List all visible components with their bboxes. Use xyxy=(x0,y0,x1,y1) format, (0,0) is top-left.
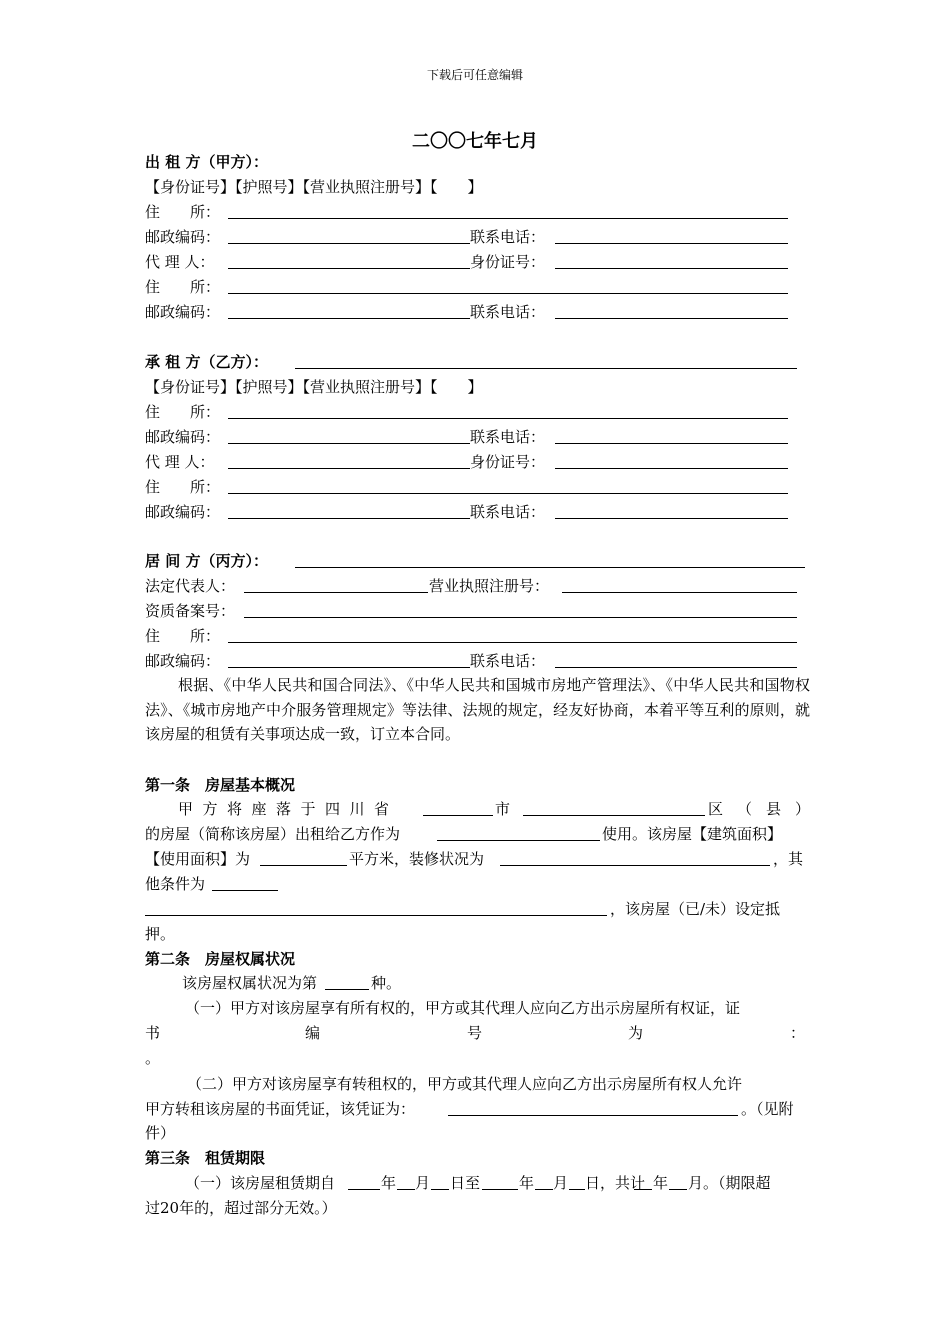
broker-license-label: 营业执照注册号： xyxy=(429,577,550,595)
start-month-label: 月 xyxy=(415,1174,431,1192)
cert-char-2: 编 xyxy=(305,1024,321,1042)
broker-title: 居 间 方（丙方）： xyxy=(145,552,268,570)
broker-license-blank[interactable] xyxy=(562,574,797,593)
cert-char-5: ： xyxy=(790,1024,806,1042)
broker-qualification-label: 资质备案号： xyxy=(145,602,236,620)
article1-line6 xyxy=(145,922,810,946)
lessee-id-types-line xyxy=(145,375,810,399)
end-year-blank[interactable] xyxy=(482,1171,518,1190)
lessee-id-types: 【身份证号】【护照号】【营业执照注册号】【 】 xyxy=(145,378,483,396)
city-blank[interactable] xyxy=(423,797,493,816)
article2-item2-line1 xyxy=(145,1072,810,1096)
article3-limit-text: 过20年的，超过部分无效。） xyxy=(145,1199,337,1217)
article1-use-text: 的房屋（简称该房屋）出租给乙方作为 xyxy=(145,825,401,843)
lessor-postcode-blank[interactable] xyxy=(228,225,470,244)
lessor-postcode-label: 邮政编码： xyxy=(145,228,221,246)
other-conditions-blank-2[interactable] xyxy=(145,897,607,916)
article1-city-label: 市 xyxy=(495,800,511,818)
broker-legal-rep-line xyxy=(145,574,810,598)
lessee-agent-phone-label: 联系电话： xyxy=(470,503,546,521)
lessor-phone-label: 联系电话： xyxy=(470,228,546,246)
article3-end-text: 月。（期限超 xyxy=(688,1174,771,1192)
lessee-phone-blank[interactable] xyxy=(555,425,788,444)
lessor-agent-address-blank[interactable] xyxy=(228,275,788,294)
article3-start-text: （一）该房屋租赁期自 xyxy=(185,1174,336,1192)
broker-postcode-line xyxy=(145,649,810,673)
start-day-label: 日至 xyxy=(450,1174,481,1192)
start-day-blank[interactable] xyxy=(431,1171,449,1190)
article2-item2-a: （二）甲方对该房屋享有转租权的，甲方或其代理人应向乙方出示房屋所有权人允许 xyxy=(187,1075,743,1093)
lessee-agent-postcode-line xyxy=(145,500,810,524)
article1-line1 xyxy=(145,797,825,821)
lessor-title: 出 租 方（甲方）： xyxy=(145,153,268,171)
article2-item2-d: 件） xyxy=(145,1124,176,1142)
article1-area-type-text: 使用。该房屋【建筑面积】 xyxy=(602,825,783,843)
cert-char-4: 为 xyxy=(628,1024,644,1042)
lessee-agent-address-line xyxy=(145,475,810,499)
lessor-agent-postcode-blank[interactable] xyxy=(228,300,470,319)
lessee-idcard-label: 身份证号： xyxy=(470,453,546,471)
article1-location-text: 甲方将座落于四川省 xyxy=(178,800,399,818)
article1-other-text: 他条件为 xyxy=(145,875,206,893)
lessee-name-blank[interactable] xyxy=(295,350,797,369)
lessee-address-line xyxy=(145,400,810,424)
ownership-type-blank[interactable] xyxy=(325,971,369,990)
lessor-agent-postcode-line xyxy=(145,300,810,324)
broker-address-label: 住 所： xyxy=(145,627,221,645)
article1-other-prefix: ，其 xyxy=(773,850,804,868)
cert-char-1: 书 xyxy=(145,1024,161,1042)
broker-name-blank[interactable] xyxy=(295,549,805,568)
article2-title-line xyxy=(145,947,810,971)
lessee-title: 承 租 方（乙方）： xyxy=(145,353,268,371)
lessor-address-label: 住 所： xyxy=(145,203,221,221)
article2-item2-line3 xyxy=(145,1121,810,1145)
article3-line2 xyxy=(145,1196,810,1220)
lessor-agent-address-line xyxy=(145,275,810,299)
end-month-label: 月 xyxy=(553,1174,569,1192)
lessor-title-line xyxy=(145,150,810,174)
article2-item1-line xyxy=(145,996,810,1020)
article2-item2-b: 甲方转租该房屋的书面凭证，该凭证为： xyxy=(145,1100,416,1118)
lessee-agent-postcode-label: 邮政编码： xyxy=(145,503,221,521)
lessee-phone-label: 联系电话： xyxy=(470,428,546,446)
district-blank[interactable] xyxy=(523,797,705,816)
lessee-postcode-blank[interactable] xyxy=(228,425,470,444)
lessee-agent-address-blank[interactable] xyxy=(228,475,788,494)
article3-title: 第三条 租赁期限 xyxy=(145,1149,266,1167)
article2-item2-line2 xyxy=(145,1097,810,1121)
lessee-idcard-blank[interactable] xyxy=(555,450,788,469)
lessor-agent-postcode-label: 邮政编码： xyxy=(145,303,221,321)
lessor-postcode-line xyxy=(145,225,810,249)
lessee-title-line xyxy=(145,350,810,374)
article1-mortgage-text: ，该房屋（已/未）设定抵 xyxy=(610,900,781,918)
article2-cert-end-line xyxy=(145,1046,810,1070)
lessor-agent-phone-blank[interactable] xyxy=(555,300,788,319)
broker-postcode-label: 邮政编码： xyxy=(145,652,221,670)
broker-phone-label: 联系电话： xyxy=(470,652,546,670)
end-day-label: 日，共计 xyxy=(585,1174,646,1192)
broker-postcode-blank[interactable] xyxy=(228,649,470,668)
cert-end: 。 xyxy=(145,1049,161,1067)
area-blank[interactable] xyxy=(260,847,347,866)
article2-status-end: 种。 xyxy=(371,974,402,992)
lessor-agent-blank[interactable] xyxy=(228,250,470,269)
lessee-agent-blank[interactable] xyxy=(228,450,470,469)
broker-legal-rep-label: 法定代表人： xyxy=(145,577,236,595)
decoration-blank[interactable] xyxy=(500,847,770,866)
lessor-phone-blank[interactable] xyxy=(555,225,788,244)
sublease-proof-blank[interactable] xyxy=(448,1097,738,1116)
broker-address-line xyxy=(145,624,810,648)
lessee-agent-postcode-blank[interactable] xyxy=(228,500,470,519)
broker-legal-rep-blank[interactable] xyxy=(244,574,428,593)
lessor-idcard-label: 身份证号： xyxy=(470,253,546,271)
lessee-agent-address-label: 住 所： xyxy=(145,478,221,496)
end-day-blank[interactable] xyxy=(569,1171,585,1190)
article1-title: 第一条 房屋基本概况 xyxy=(145,776,296,794)
article2-line1 xyxy=(145,971,810,995)
contract-date: 二〇〇七年七月 xyxy=(412,131,538,152)
lessor-idcard-blank[interactable] xyxy=(555,250,788,269)
article1-line2 xyxy=(145,822,810,846)
article1-title-line xyxy=(145,773,810,797)
lessee-address-label: 住 所： xyxy=(145,403,221,421)
lessor-address-blank[interactable] xyxy=(228,200,788,219)
lessor-id-types: 【身份证号】【护照号】【营业执照注册号】【 】 xyxy=(145,178,483,196)
article1-line5 xyxy=(145,897,810,921)
total-year-blank[interactable] xyxy=(634,1171,652,1190)
end-year-label: 年 xyxy=(519,1174,535,1192)
cert-char-3: 号 xyxy=(467,1024,483,1042)
broker-qualification-blank[interactable] xyxy=(244,599,797,618)
use-blank[interactable] xyxy=(437,822,600,841)
article2-item1: （一）甲方对该房屋享有所有权的，甲方或其代理人应向乙方出示房屋所有权证，证 xyxy=(185,999,741,1017)
lessor-address-line xyxy=(145,200,810,224)
article1-line3 xyxy=(145,847,810,871)
lessee-agent-label: 代 理 人： xyxy=(145,453,215,471)
article2-title: 第二条 房屋权属状况 xyxy=(145,950,296,968)
preamble: 根据、《中华人民共和国合同法》、《中华人民共和国城市房地产管理法》、《中华人民共和国物权法》、《城市房地产中介服务管理规定》等法律、法规的规定，经友好协商，本着平等互利的原则，就该房屋的租赁有关事项达成一致，订立本合同。 xyxy=(145,676,810,743)
start-year-label: 年 xyxy=(381,1174,397,1192)
other-conditions-blank[interactable] xyxy=(212,872,278,891)
article2-item2-c: 。（见附 xyxy=(741,1100,794,1118)
lessee-address-blank[interactable] xyxy=(228,400,788,419)
start-month-blank[interactable] xyxy=(397,1171,415,1190)
lessee-agent-line xyxy=(145,450,810,474)
total-year-label: 年 xyxy=(653,1174,669,1192)
article2-status-text: 该房屋权属状况为第 xyxy=(182,974,318,992)
article1-decoration-text: 平方米，装修状况为 xyxy=(349,850,485,868)
broker-phone-blank[interactable] xyxy=(555,649,797,668)
broker-address-blank[interactable] xyxy=(228,624,797,643)
lessee-agent-phone-blank[interactable] xyxy=(555,500,788,519)
article1-area-text: 【使用面积】为 xyxy=(145,850,251,868)
lessor-agent-line xyxy=(145,250,810,274)
article1-mortgage-end: 押。 xyxy=(145,925,176,943)
article1-line4 xyxy=(145,872,810,896)
total-month-blank[interactable] xyxy=(669,1171,687,1190)
lessor-agent-phone-label: 联系电话： xyxy=(470,303,546,321)
lessor-id-types-line xyxy=(145,175,810,199)
lessor-agent-label: 代 理 人： xyxy=(145,253,215,271)
lessee-postcode-label: 邮政编码： xyxy=(145,428,221,446)
page-header: 下载后可任意编辑 xyxy=(426,68,523,82)
broker-title-line xyxy=(145,549,810,573)
broker-qualification-line xyxy=(145,599,810,623)
lessee-postcode-line xyxy=(145,425,810,449)
article3-line1 xyxy=(145,1171,810,1195)
lessor-agent-address-label: 住 所： xyxy=(145,278,221,296)
start-year-blank[interactable] xyxy=(348,1171,380,1190)
article2-cert-line xyxy=(145,1021,810,1045)
end-month-blank[interactable] xyxy=(535,1171,553,1190)
article1-district-label: 区（县） xyxy=(708,800,825,818)
article3-title-line xyxy=(145,1146,810,1170)
